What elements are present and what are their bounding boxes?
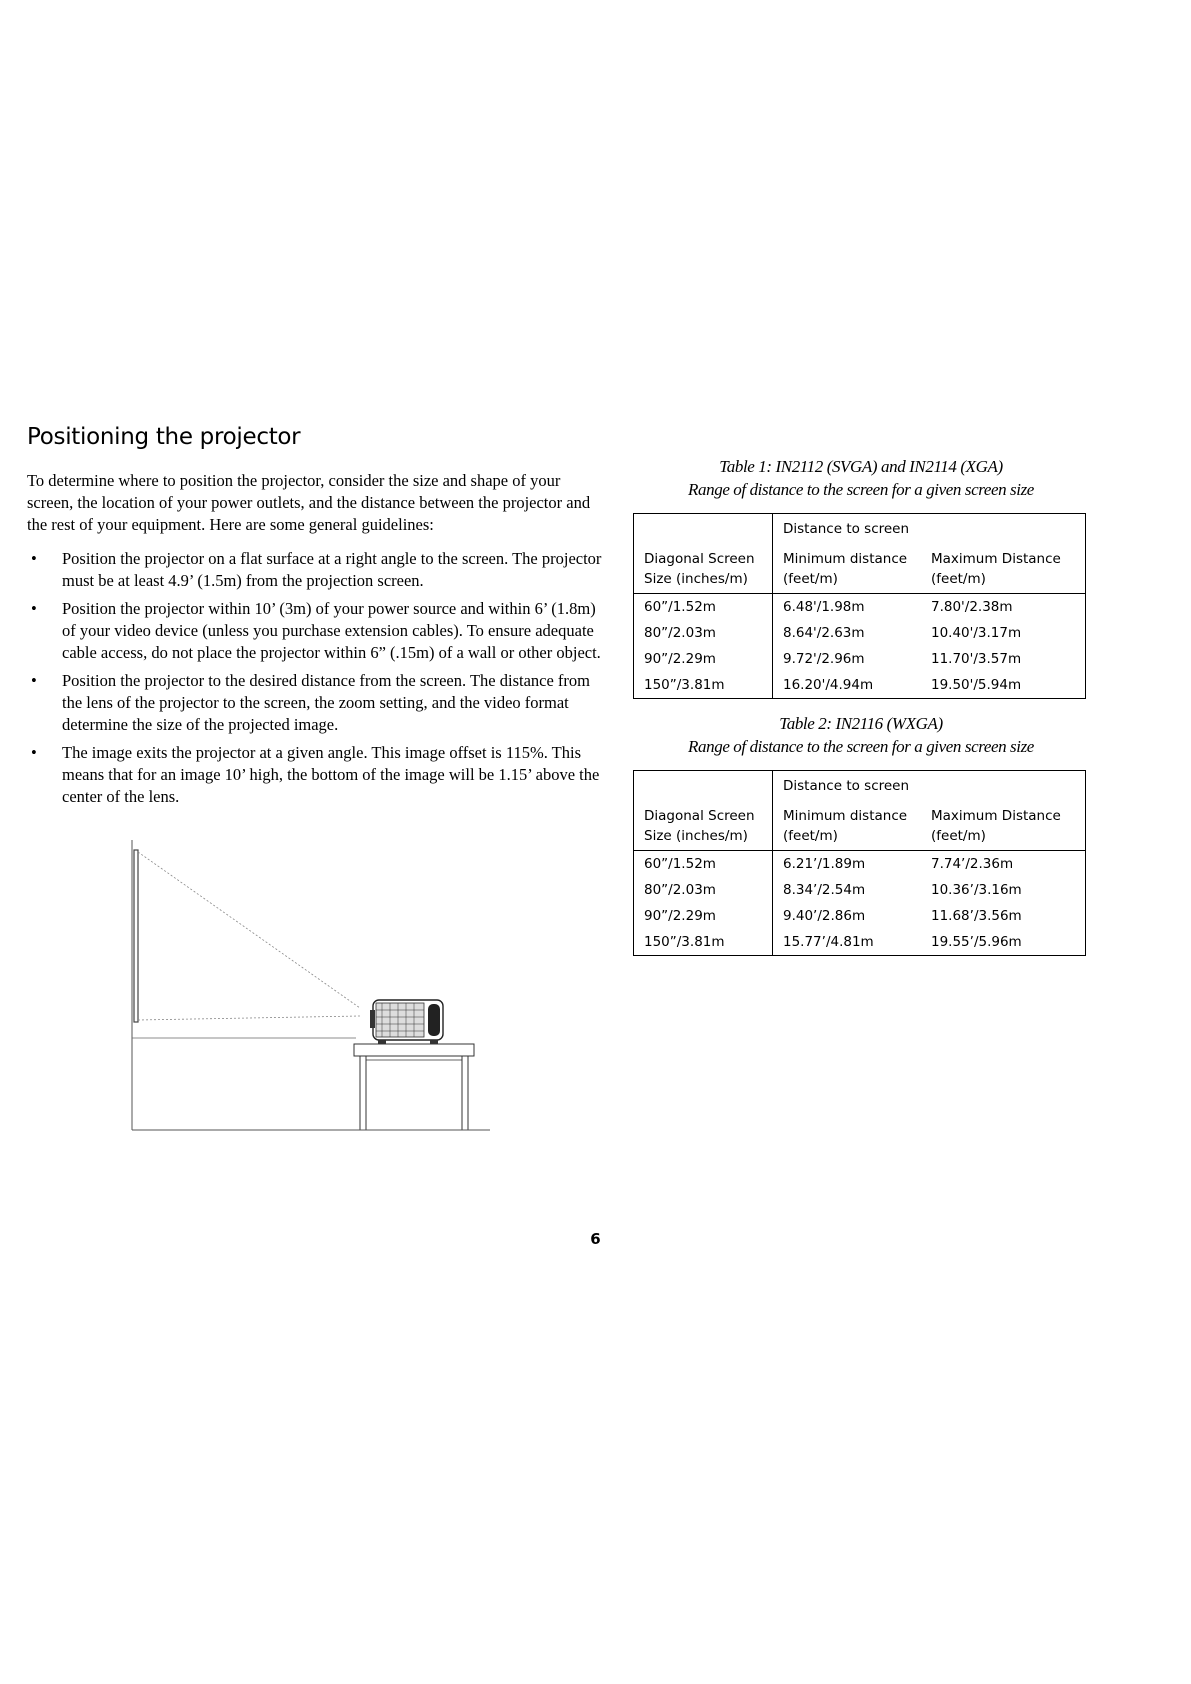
table-cell: 7.74’/2.36m <box>931 856 1014 872</box>
bullet-icon: • <box>31 671 37 690</box>
table-cell: 7.80'/2.38m <box>931 599 1013 615</box>
table-cell: 60”/1.52m <box>634 594 773 621</box>
table2-caption-subtitle: Range of distance to the screen for a given screen size <box>688 737 1034 756</box>
bullet-icon: • <box>31 549 37 568</box>
table-cell: 9.72'/2.96m <box>783 651 865 667</box>
guidelines-list <box>27 548 602 814</box>
table2-range-distance <box>633 770 1086 956</box>
table-cell: 11.68’/3.56m <box>931 908 1022 924</box>
table1-caption <box>630 455 1092 501</box>
page-title: Positioning the projector <box>27 424 301 450</box>
table-row <box>634 929 1086 956</box>
list-item-text: Position the projector on a flat surface at a right angle to the screen. The projector must be at least 4.9’ (1.5m) from the projection screen. <box>62 549 602 590</box>
table1-range-distance <box>633 513 1086 699</box>
list-item <box>27 548 602 592</box>
table-row <box>634 646 1086 672</box>
table-row <box>634 877 1086 903</box>
bullet-icon: • <box>31 599 37 618</box>
list-item <box>27 598 602 664</box>
table2-col-header-min: Minimum distance (feet/m) <box>773 800 922 851</box>
list-item-text: The image exits the projector at a given angle. This image offset is 115%. This means that for an image 10’ high, the bottom of the image will be 1.15’ above the center of the lens. <box>62 743 600 806</box>
table-cell: 16.20'/4.94m <box>783 677 874 693</box>
table-cell: 150”/3.81m <box>634 929 773 956</box>
table-stand <box>354 1044 474 1130</box>
bullet-icon: • <box>31 743 37 762</box>
table-row <box>634 672 1086 699</box>
projector-placement-diagram <box>128 840 493 1135</box>
table-cell: 15.77’/4.81m <box>783 934 874 950</box>
list-item <box>27 742 602 808</box>
table-cell: 8.34’/2.54m <box>783 882 866 898</box>
page-number: 6 <box>590 1230 601 1248</box>
table2-caption <box>630 712 1092 758</box>
intro-paragraph: To determine where to position the projector, consider the size and shape of your screen, the location of your power outlets, and the distance between the projector and the rest of your equipment. Here are some general guidelines: <box>27 471 591 534</box>
table-cell: 8.64'/2.63m <box>783 625 865 641</box>
table2-group-header: Distance to screen <box>783 778 910 794</box>
list-item-text: Position the projector within 10’ (3m) of your power source and within 6’ (1.8m) of your video device (unless you purchase extension cables). To ensure adequate cable access, do not place the projector within 6” (.15m) of a wall or other object. <box>62 599 601 662</box>
table1-col-header-size: Diagonal Screen Size (inches/m) <box>634 543 773 594</box>
table-cell: 10.40'/3.17m <box>931 625 1022 641</box>
table-cell: 11.70'/3.57m <box>931 651 1022 667</box>
projection-screen <box>134 850 138 1022</box>
table-cell: 6.48'/1.98m <box>783 599 865 615</box>
table-cell: 80”/2.03m <box>634 620 773 646</box>
table1-col-header-max: Maximum Distance (feet/m) <box>921 543 1086 594</box>
table-row <box>634 594 1086 621</box>
table-cell: 150”/3.81m <box>634 672 773 699</box>
table1-group-header: Distance to screen <box>783 521 910 537</box>
table-row <box>634 903 1086 929</box>
table1-caption-title: Table 1: IN2112 (SVGA) and IN2114 (XGA) <box>719 457 1003 476</box>
table-cell: 19.55’/5.96m <box>931 934 1022 950</box>
table-cell: 6.21’/1.89m <box>783 856 866 872</box>
table1-col-header-min: Minimum distance (feet/m) <box>773 543 922 594</box>
table-cell: 9.40’/2.86m <box>783 908 866 924</box>
table2-caption-title: Table 2: IN2116 (WXGA) <box>779 714 943 733</box>
table1-caption-subtitle: Range of distance to the screen for a given screen size <box>688 480 1034 499</box>
table-cell: 60”/1.52m <box>634 851 773 878</box>
list-item-text: Position the projector to the desired distance from the screen. The distance from the lens of the projector to the screen, the zoom setting, and the video format determine the size of the projected image. <box>62 671 590 734</box>
table-row <box>634 851 1086 878</box>
projection-ray-bottom <box>138 1016 360 1020</box>
table-cell: 19.50'/5.94m <box>931 677 1022 693</box>
table-row <box>634 620 1086 646</box>
projector-icon <box>370 1000 443 1044</box>
list-item <box>27 670 602 736</box>
table-cell: 90”/2.29m <box>634 646 773 672</box>
table2-col-header-size: Diagonal Screen Size (inches/m) <box>634 800 773 851</box>
table-cell: 10.36’/3.16m <box>931 882 1022 898</box>
projection-ray-top <box>138 852 360 1008</box>
table-cell: 80”/2.03m <box>634 877 773 903</box>
table-cell: 90”/2.29m <box>634 903 773 929</box>
table2-col-header-max: Maximum Distance (feet/m) <box>921 800 1086 851</box>
